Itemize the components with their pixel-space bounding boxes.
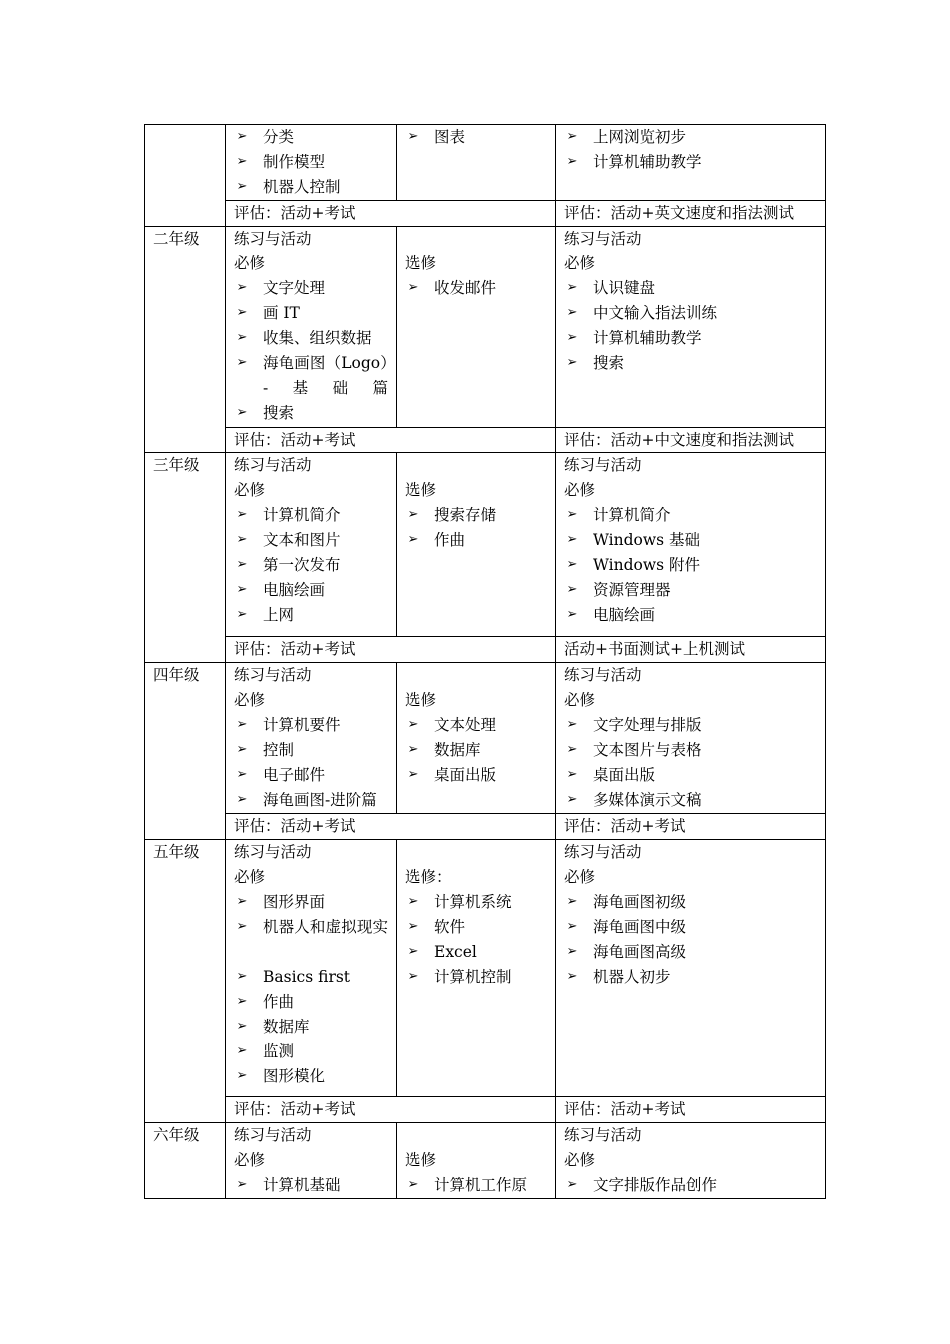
bullet-arrow-icon: ➢: [566, 1176, 578, 1192]
grade-label: 三年级: [145, 453, 226, 663]
list-item: [234, 326, 388, 351]
cell-heading: 练习与活动: [564, 843, 642, 862]
grade-row: [145, 453, 826, 637]
bullet-arrow-icon: ➢: [236, 178, 248, 194]
bullet-arrow-icon: ➢: [236, 153, 248, 169]
list-item-label: 多媒体演示文稿: [593, 790, 702, 809]
grade-label: 六年级: [145, 1123, 226, 1199]
bullet-arrow-icon: ➢: [236, 581, 248, 597]
evaluation-left: 评估：活动+考试: [226, 814, 556, 840]
bullet-arrow-icon: ➢: [566, 606, 578, 622]
bullet-arrow-icon: ➢: [566, 717, 578, 733]
list-item: [564, 965, 817, 990]
cell-heading: 练习与活动: [234, 229, 312, 248]
list-item-label: 计算机系统: [434, 893, 512, 912]
list-item-label: 机器人控制: [263, 177, 341, 196]
list-item: [564, 738, 817, 763]
list-item: [405, 1173, 547, 1198]
list-item-label: 计算机简介: [593, 506, 671, 525]
cell-heading: 必修: [564, 481, 596, 500]
cell-c: [556, 663, 826, 814]
list-item-label: 计算机基础: [263, 1175, 341, 1194]
evaluation-left: 评估：活动+考试: [226, 427, 556, 453]
list-item: [234, 738, 388, 763]
bullet-arrow-icon: ➢: [566, 581, 578, 597]
list-item: [564, 503, 817, 528]
cell-heading: 选修: [405, 254, 437, 273]
evaluation-left: 评估：活动+考试: [226, 1097, 556, 1123]
list-item-label: 桌面出版: [593, 765, 656, 784]
grade-label: 五年级: [145, 840, 226, 1123]
evaluation-right: 评估：活动+英文速度和指法测试: [556, 200, 826, 226]
cell-c: [556, 226, 826, 427]
evaluation-row: [145, 1097, 826, 1123]
cell-heading: 练习与活动: [234, 666, 312, 685]
cell-heading: 必修: [234, 1151, 266, 1170]
bullet-arrow-icon: ➢: [407, 894, 419, 910]
bullet-arrow-icon: ➢: [236, 1018, 248, 1034]
list-item: [234, 401, 388, 426]
list-item-label: 控制: [263, 741, 295, 760]
evaluation-right: 活动+书面测试+上机测试: [556, 637, 826, 663]
list-item-label: 桌面出版: [434, 765, 497, 784]
bullet-arrow-icon: ➢: [236, 717, 248, 733]
list-item: [564, 940, 817, 965]
bullet-arrow-icon: ➢: [566, 153, 578, 169]
list-item-label: 海龟画图（Logo）-基础篇: [263, 354, 388, 397]
list-item-label: 计算机工作原: [434, 1175, 528, 1194]
bullet-arrow-icon: ➢: [407, 717, 419, 733]
bullet-arrow-icon: ➢: [407, 1176, 419, 1192]
grade-label: 二年级: [145, 226, 226, 453]
bullet-arrow-icon: ➢: [407, 918, 419, 934]
list-item: [234, 528, 388, 553]
list-item: [234, 1039, 388, 1064]
bullet-arrow-icon: ➢: [566, 894, 578, 910]
cell-a: [226, 840, 397, 1097]
list-item: [564, 890, 817, 915]
list-item-label: 软件: [434, 917, 466, 936]
evaluation-right: 评估：活动+考试: [556, 814, 826, 840]
grade-row: [145, 840, 826, 1097]
list-item: [405, 890, 547, 915]
bullet-arrow-icon: ➢: [236, 1176, 248, 1192]
bullet-arrow-icon: ➢: [236, 1043, 248, 1059]
list-item-label: 文字排版作品创作: [593, 1175, 718, 1194]
list-item: [405, 503, 547, 528]
bullet-arrow-icon: ➢: [236, 606, 248, 622]
list-item: [564, 713, 817, 738]
bullet-arrow-icon: ➢: [236, 507, 248, 523]
list-item: [564, 150, 817, 175]
list-item: [405, 965, 547, 990]
list-item: [405, 125, 547, 150]
cell-heading: [405, 663, 547, 688]
cell-c: [556, 125, 826, 201]
cell-heading: 必修: [564, 254, 596, 273]
cell-c: [556, 1123, 826, 1199]
evaluation-row: [145, 814, 826, 840]
list-item-label: 画 IT: [263, 304, 300, 323]
bullet-arrow-icon: ➢: [566, 918, 578, 934]
list-item: [564, 578, 817, 603]
cell-b: [397, 125, 556, 201]
list-item: [234, 965, 388, 990]
grade-row: [145, 1123, 826, 1199]
cell-heading: 必修: [564, 691, 596, 710]
cell-c: [556, 840, 826, 1097]
list-item-label: 认识键盘: [593, 279, 656, 298]
list-item-label: 文本处理: [434, 716, 497, 735]
list-item: [405, 528, 547, 553]
evaluation-left: 评估：活动+考试: [226, 637, 556, 663]
bullet-arrow-icon: ➢: [236, 330, 248, 346]
list-item-label: 制作模型: [263, 152, 326, 171]
list-item-label: 第一次发布: [263, 556, 341, 575]
list-item-label: 文字处理: [263, 279, 326, 298]
grade-row: [145, 125, 826, 201]
list-item-label: 文字处理与排版: [593, 716, 702, 735]
cell-b: [397, 453, 556, 637]
list-item-label: 计算机辅助教学: [593, 329, 702, 348]
list-item-label: 收集、组织数据: [263, 329, 372, 348]
cell-heading: 练习与活动: [564, 229, 642, 248]
bullet-arrow-icon: ➢: [566, 280, 578, 296]
list-item-label: Windows 基础: [593, 531, 701, 550]
bullet-arrow-icon: ➢: [566, 766, 578, 782]
list-item: [405, 915, 547, 940]
list-item-label: 上网: [263, 605, 295, 624]
list-item-label: 图形模化: [263, 1067, 326, 1086]
list-item: [564, 528, 817, 553]
cell-heading: 选修: [405, 691, 437, 710]
cell-b: [397, 663, 556, 814]
grade-row: [145, 226, 826, 427]
list-item-label: 上网浏览初步: [593, 128, 687, 146]
bullet-arrow-icon: ➢: [566, 943, 578, 959]
list-item: [234, 915, 388, 965]
list-item: [234, 713, 388, 738]
list-item: [405, 940, 547, 965]
bullet-arrow-icon: ➢: [566, 557, 578, 573]
cell-heading: 必修: [234, 691, 266, 710]
bullet-arrow-icon: ➢: [236, 742, 248, 758]
bullet-arrow-icon: ➢: [566, 742, 578, 758]
list-item-label: 海龟画图中级: [593, 917, 687, 936]
list-item-label: 搜索: [263, 403, 295, 422]
bullet-arrow-icon: ➢: [407, 968, 419, 984]
bullet-arrow-icon: ➢: [407, 280, 419, 296]
bullet-arrow-icon: ➢: [566, 355, 578, 371]
list-item: [234, 175, 388, 200]
bullet-arrow-icon: ➢: [236, 404, 248, 420]
list-item-label: 海龟画图高级: [593, 942, 687, 961]
bullet-arrow-icon: ➢: [566, 507, 578, 523]
evaluation-row: [145, 200, 826, 226]
bullet-arrow-icon: ➢: [407, 943, 419, 959]
list-item-label: 监测: [263, 1042, 295, 1061]
cell-a: [226, 663, 397, 814]
bullet-arrow-icon: ➢: [566, 532, 578, 548]
list-item: [234, 351, 388, 401]
list-item-label: 文本和图片: [263, 531, 341, 550]
list-item: [564, 603, 817, 628]
list-item-label: 图形界面: [263, 893, 326, 912]
cell-a: [226, 125, 397, 201]
list-item: [564, 1173, 817, 1198]
cell-heading: [405, 227, 547, 252]
list-item-label: 数据库: [263, 1017, 310, 1036]
list-item-label: 计算机要件: [263, 716, 341, 735]
bullet-arrow-icon: ➢: [236, 766, 248, 782]
list-item-label: 资源管理器: [593, 580, 671, 599]
bullet-arrow-icon: ➢: [566, 330, 578, 346]
list-item: [405, 738, 547, 763]
list-item: [234, 890, 388, 915]
list-item: [564, 301, 817, 326]
grade-label: [145, 125, 226, 227]
list-item: [405, 276, 547, 301]
list-item-label: 图表: [434, 128, 466, 146]
cell-b: [397, 840, 556, 1097]
bullet-arrow-icon: ➢: [566, 305, 578, 321]
bullet-arrow-icon: ➢: [236, 280, 248, 296]
cell-b: [397, 226, 556, 427]
cell-heading: [405, 453, 547, 478]
cell-heading: 必修: [234, 254, 266, 273]
cell-heading: 练习与活动: [564, 666, 642, 685]
bullet-arrow-icon: ➢: [236, 918, 248, 934]
bullet-arrow-icon: ➢: [236, 791, 248, 807]
bullet-arrow-icon: ➢: [236, 993, 248, 1009]
list-item-label: 电脑绘画: [593, 605, 656, 624]
cell-heading: 练习与活动: [564, 456, 642, 475]
bullet-arrow-icon: ➢: [236, 129, 248, 144]
list-item: [234, 578, 388, 603]
bullet-arrow-icon: ➢: [236, 968, 248, 984]
evaluation-right: 评估：活动+考试: [556, 1097, 826, 1123]
bullet-arrow-icon: ➢: [407, 532, 419, 548]
list-item: [234, 553, 388, 578]
cell-a: [226, 453, 397, 637]
bullet-arrow-icon: ➢: [236, 305, 248, 321]
evaluation-row: [145, 637, 826, 663]
curriculum-table-body: [145, 125, 826, 1199]
list-item-label: 搜索存储: [434, 506, 497, 525]
bullet-arrow-icon: ➢: [566, 129, 578, 144]
list-item-label: 中文输入指法训练: [593, 304, 718, 323]
cell-heading: 必修: [234, 868, 266, 887]
list-item-label: 海龟画图初级: [593, 893, 687, 912]
list-item-label: 搜索: [593, 354, 625, 373]
list-item: [234, 276, 388, 301]
list-item: [564, 553, 817, 578]
cell-heading: 练习与活动: [234, 1126, 312, 1145]
list-item-label: 海龟画图-进阶篇: [263, 790, 377, 809]
list-item-label: 作曲: [263, 992, 295, 1011]
evaluation-right: 评估：活动+中文速度和指法测试: [556, 427, 826, 453]
bullet-arrow-icon: ➢: [236, 355, 248, 371]
cell-heading: 练习与活动: [234, 456, 312, 475]
cell-heading: 必修: [564, 868, 596, 887]
list-item: [564, 125, 817, 150]
cell-heading: 选修: [405, 1151, 437, 1170]
cell-a: [226, 226, 397, 427]
list-item: [234, 788, 388, 813]
cell-heading: 选修：: [405, 868, 452, 887]
list-item-label: 文本图片与表格: [593, 741, 702, 760]
list-item-label: 机器人初步: [593, 967, 671, 986]
list-item-label: 计算机辅助教学: [593, 152, 702, 171]
list-item-label: 作曲: [434, 531, 466, 550]
curriculum-table: [144, 124, 826, 1199]
list-item: [234, 125, 388, 150]
cell-heading: [405, 1123, 547, 1148]
grade-label: 四年级: [145, 663, 226, 840]
cell-heading: 练习与活动: [564, 1126, 642, 1145]
list-item: [234, 503, 388, 528]
cell-heading: 选修: [405, 481, 437, 500]
list-item: [234, 990, 388, 1015]
list-item-label: 电子邮件: [263, 765, 326, 784]
list-item: [234, 150, 388, 175]
cell-heading: [405, 840, 547, 865]
list-item: [234, 603, 388, 628]
bullet-arrow-icon: ➢: [236, 532, 248, 548]
cell-c: [556, 453, 826, 637]
list-item: [234, 1064, 388, 1089]
list-item-label: 电脑绘画: [263, 580, 326, 599]
list-item-label: Basics first: [263, 967, 351, 986]
list-item-label: 数据库: [434, 741, 481, 760]
list-item: [234, 1015, 388, 1040]
list-item: [564, 351, 817, 376]
list-item: [564, 326, 817, 351]
bullet-arrow-icon: ➢: [407, 742, 419, 758]
cell-heading: 练习与活动: [234, 843, 312, 862]
cell-heading: 必修: [234, 481, 266, 500]
grade-row: [145, 663, 826, 814]
evaluation-row: [145, 427, 826, 453]
cell-heading: 必修: [564, 1151, 596, 1170]
evaluation-left: 评估：活动+考试: [226, 200, 556, 226]
cell-b: [397, 1123, 556, 1199]
bullet-arrow-icon: ➢: [236, 894, 248, 910]
bullet-arrow-icon: ➢: [407, 766, 419, 782]
bullet-arrow-icon: ➢: [566, 968, 578, 984]
bullet-arrow-icon: ➢: [236, 1068, 248, 1084]
list-item: [234, 1173, 388, 1198]
list-item: [234, 301, 388, 326]
list-item: [564, 276, 817, 301]
list-item: [234, 763, 388, 788]
list-item: [564, 763, 817, 788]
bullet-arrow-icon: ➢: [236, 557, 248, 573]
list-item: [564, 915, 817, 940]
bullet-arrow-icon: ➢: [407, 129, 419, 144]
list-item-label: 分类: [263, 128, 295, 146]
list-item-label: 计算机简介: [263, 506, 341, 525]
list-item-label: 计算机控制: [434, 967, 512, 986]
list-item-label: Windows 附件: [593, 556, 701, 575]
bullet-arrow-icon: ➢: [407, 507, 419, 523]
list-item-label: Excel: [434, 942, 477, 961]
list-item: [405, 713, 547, 738]
list-item-label: 机器人和虚拟现实: [263, 917, 388, 936]
cell-a: [226, 1123, 397, 1199]
bullet-arrow-icon: ➢: [566, 791, 578, 807]
list-item: [405, 763, 547, 788]
list-item-label: 收发邮件: [434, 279, 497, 298]
list-item: [564, 788, 817, 813]
